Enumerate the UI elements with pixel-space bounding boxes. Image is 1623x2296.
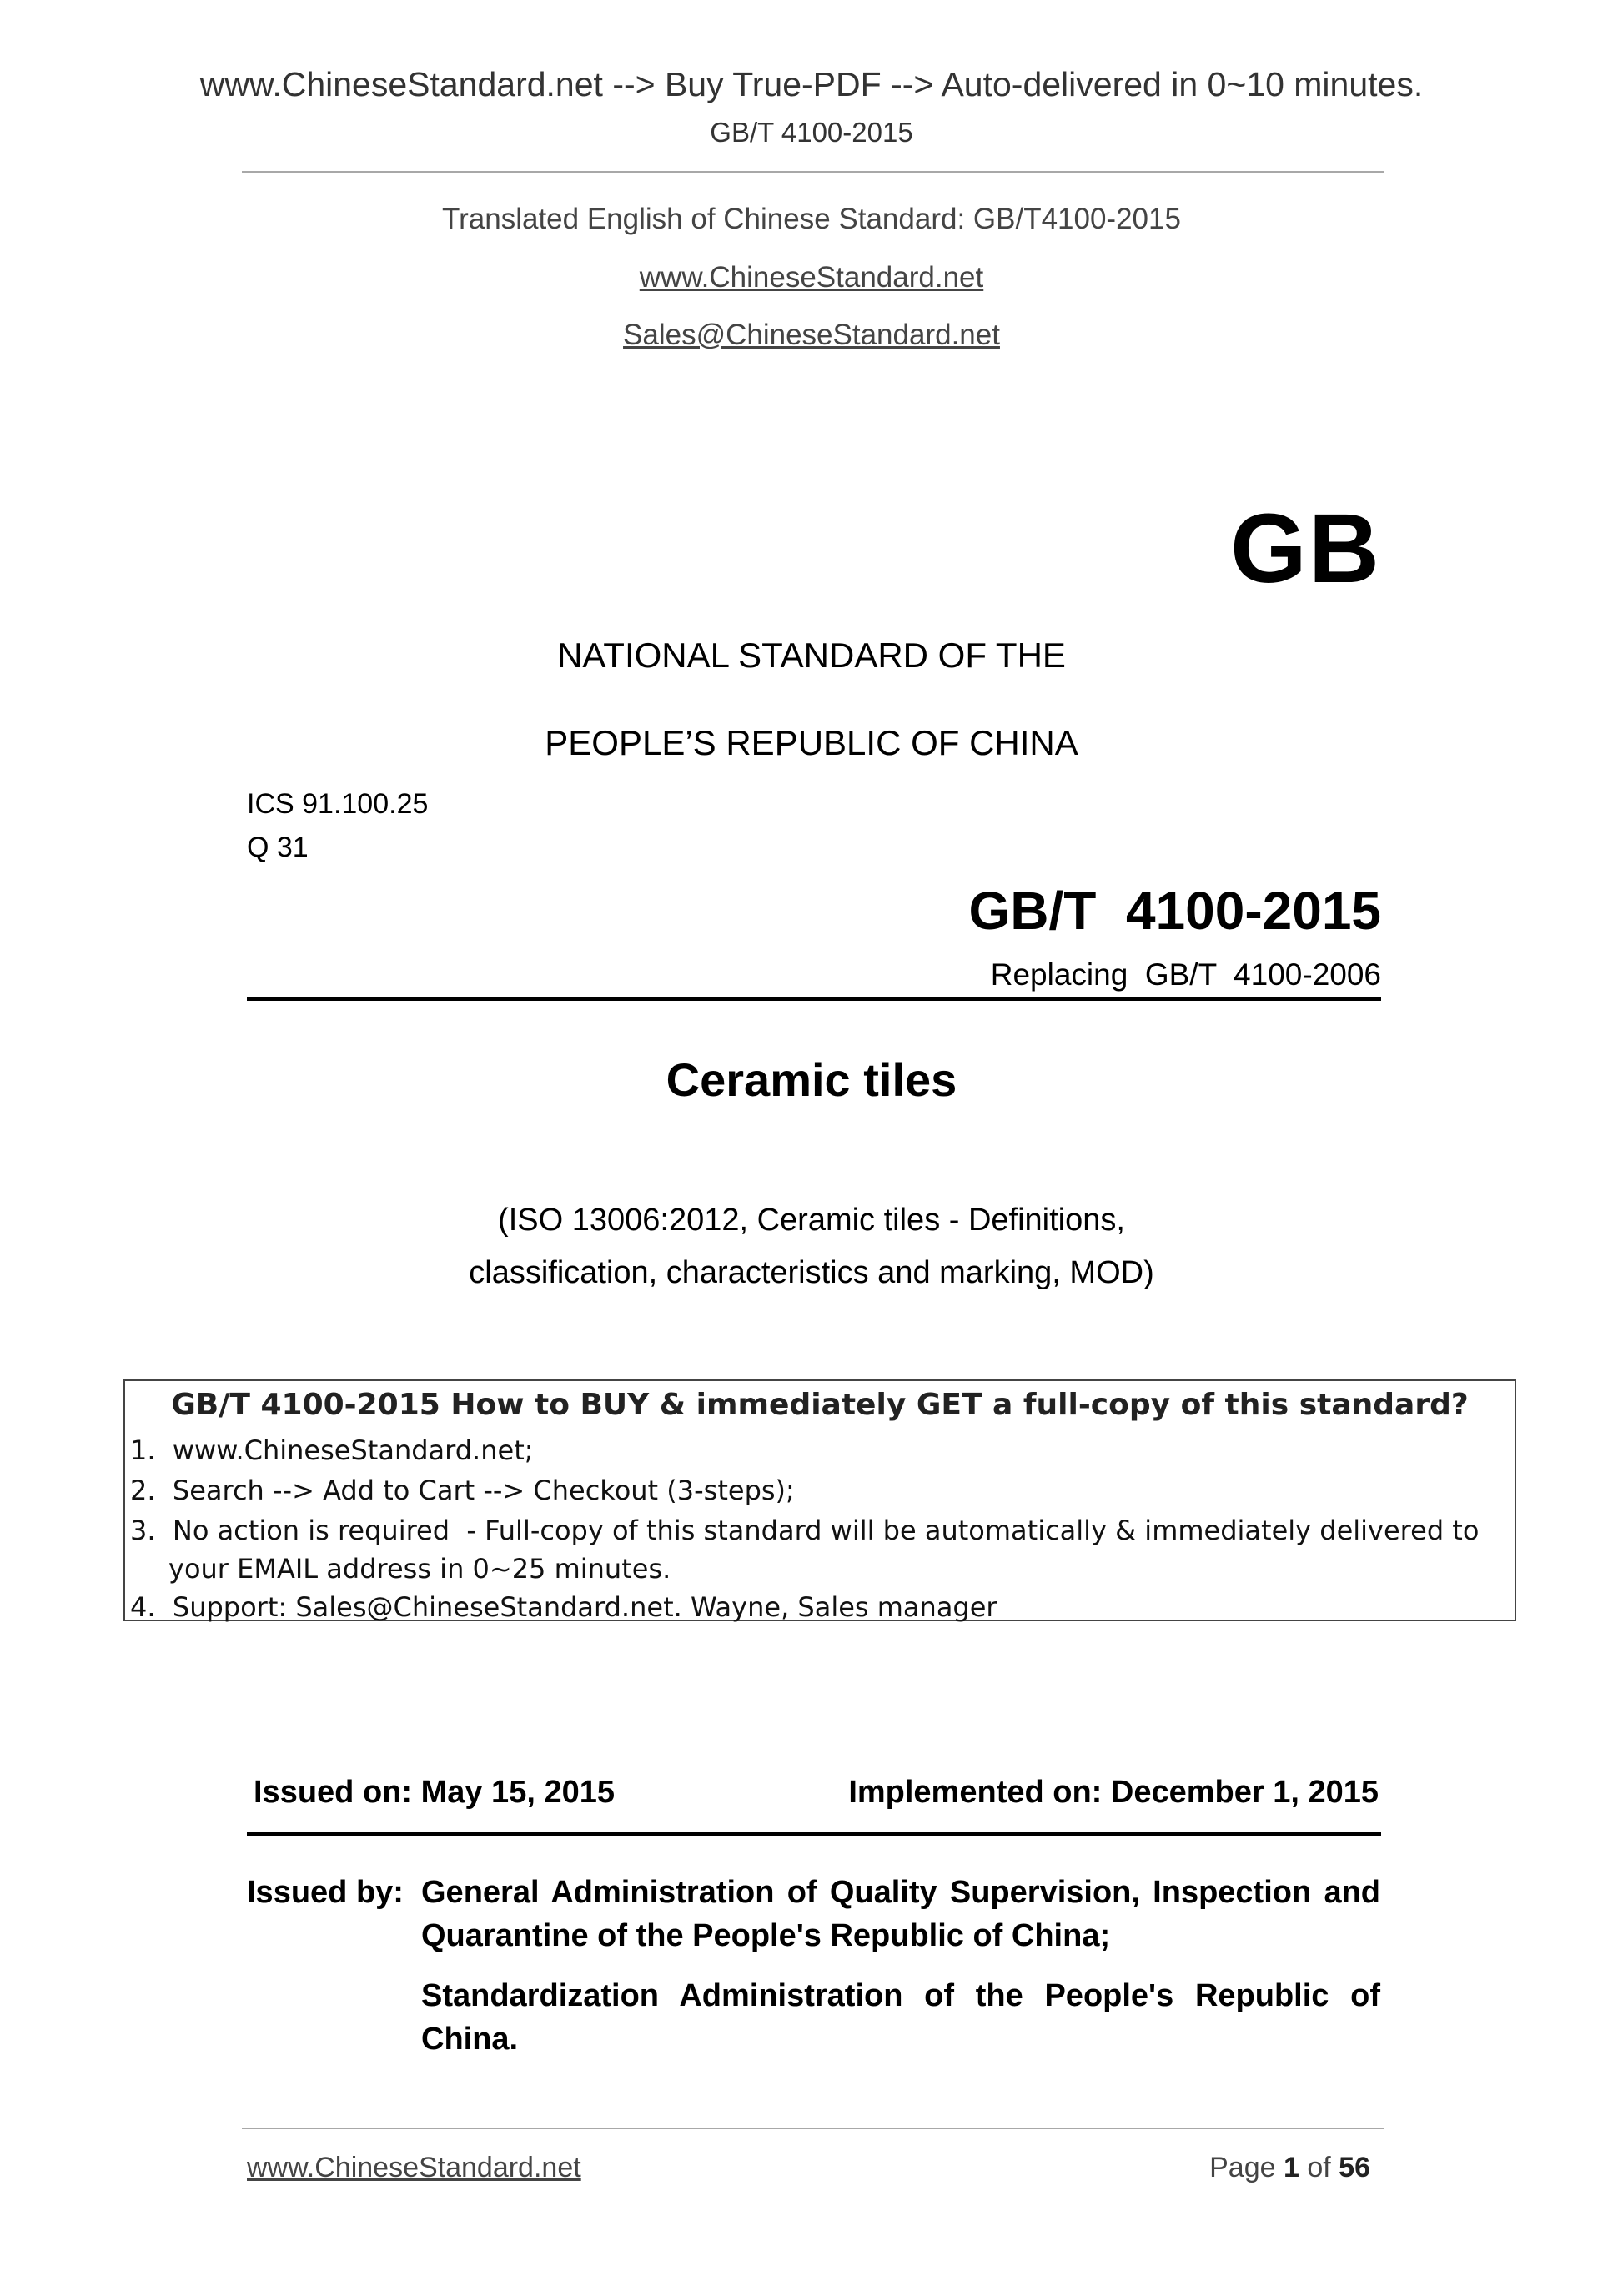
issuer-1-line2: Quarantine of the People's Republic of China;	[421, 1918, 1111, 1953]
header-banner: www.ChineseStandard.net --> Buy True-PDF --> Auto-delivered in 0~10 minutes.	[199, 65, 1424, 103]
buy-step-4: 4. Support: Sales@ChineseStandard.net. Wayne, Sales manager	[130, 1591, 997, 1623]
national-standard-line2: PEOPLE’S REPUBLIC OF CHINA	[545, 723, 1078, 762]
buy-instructions-box	[123, 1379, 1516, 1621]
implemented-on-date: Implemented on: December 1, 2015	[848, 1775, 1379, 1810]
footer-divider	[242, 2128, 1384, 2129]
website-link[interactable]: www.ChineseStandard.net	[639, 261, 984, 294]
iso-reference-line1: (ISO 13006:2012, Ceramic tiles - Definitions,	[498, 1203, 1125, 1238]
national-standard-line1: NATIONAL STANDARD OF THE	[557, 636, 1066, 675]
document-title: Ceramic tiles	[666, 1053, 957, 1106]
issued-by-label: Issued by:	[247, 1875, 404, 1910]
page-label: Page	[1209, 2152, 1276, 2183]
buy-step-2: 2. Search --> Add to Cart --> Checkout (3-steps);	[130, 1475, 795, 1506]
header-code: GB/T 4100-2015	[710, 117, 913, 148]
replacing-note: Replacing GB/T 4100-2006	[990, 957, 1381, 992]
issuer-2-line1: Standardization Administration of the People's Republic of	[421, 1978, 1380, 2013]
page-number	[1209, 2152, 1370, 2184]
iso-reference-line2: classification, characteristics and marking, MOD)	[469, 1255, 1154, 1290]
buy-step-3: 3. No action is required - Full-copy of this standard will be automatically & immediately delivered to	[130, 1515, 1480, 1546]
standard-code: GB/T 4100-2015	[968, 881, 1381, 941]
issuer-1-line1: General Administration of Quality Supervision, Inspection and	[421, 1875, 1380, 1910]
dates-divider	[247, 1832, 1381, 1836]
gb-logo: GB	[1230, 494, 1381, 604]
issuer-2-line2: China.	[421, 2022, 519, 2057]
issued-on-date: Issued on: May 15, 2015	[254, 1775, 615, 1810]
buy-step-3-continued: your EMAIL address in 0~25 minutes.	[168, 1553, 671, 1585]
footer-website-link[interactable]: www.ChineseStandard.net	[247, 2152, 581, 2183]
classification-code: Q 31	[247, 831, 309, 863]
page-of: of	[1307, 2152, 1331, 2183]
translated-note: Translated English of Chinese Standard: GB/T4100-2015	[442, 203, 1181, 235]
header-divider	[242, 171, 1384, 173]
buy-step-1: 1. www.ChineseStandard.net;	[130, 1434, 534, 1466]
page-current: 1	[1283, 2152, 1299, 2183]
title-divider	[247, 997, 1381, 1001]
page-total: 56	[1339, 2152, 1370, 2183]
sales-email-link[interactable]: Sales@ChineseStandard.net	[623, 319, 1000, 351]
ics-code: ICS 91.100.25	[247, 788, 429, 820]
buy-box-title: GB/T 4100-2015 How to BUY & immediately GET a full-copy of this standard?	[171, 1388, 1469, 1422]
